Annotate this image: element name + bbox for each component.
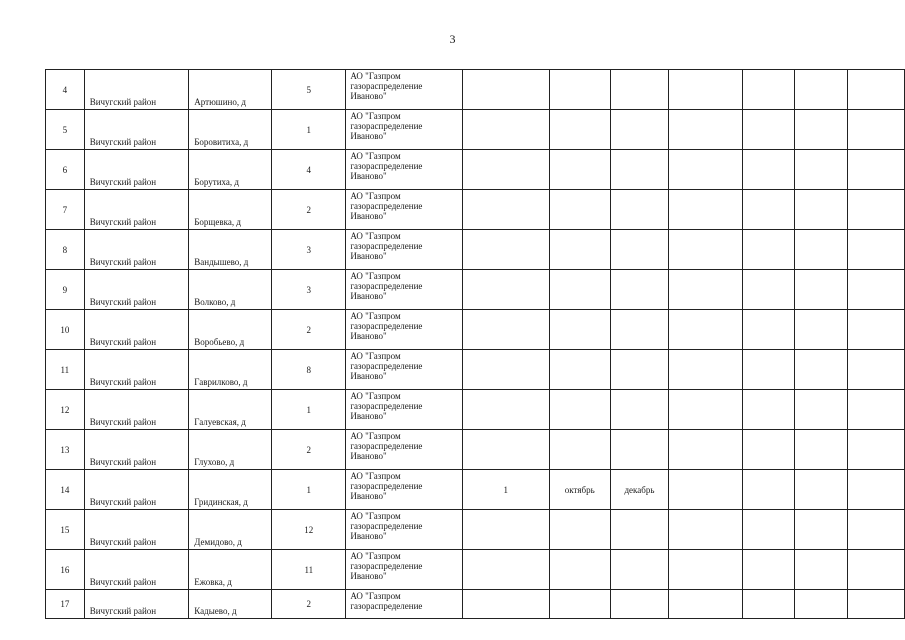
start-month-cell (549, 70, 610, 110)
start-month-cell (549, 590, 610, 619)
count-cell: 2 (272, 590, 346, 619)
count-cell: 11 (272, 550, 346, 590)
organization-cell (346, 470, 462, 510)
empty-cell (669, 110, 743, 150)
start-month-cell (549, 510, 610, 550)
district-cell: Вичугский район (84, 70, 189, 110)
page-number: 3 (449, 32, 456, 46)
empty-cell (743, 350, 795, 390)
village-cell: Кадыево, д (189, 590, 272, 619)
table-row (46, 390, 905, 430)
village-cell: Борщевка, д (189, 190, 272, 230)
organization-line: АО "Газпром (350, 551, 401, 561)
district-cell: Вичугский район (84, 110, 189, 150)
village-cell: Боровитиха, д (189, 110, 272, 150)
organization-line: газораспределение (350, 441, 423, 451)
end-month-cell (610, 590, 669, 619)
empty-cell (669, 590, 743, 619)
start-month-cell (549, 270, 610, 310)
end-month-cell (610, 270, 669, 310)
organization-line: Иваново" (350, 411, 387, 421)
empty-cell (848, 550, 905, 590)
organization-line: АО "Газпром (350, 231, 401, 241)
organization-cell (346, 510, 462, 550)
row-number: 11 (46, 350, 85, 390)
district-cell: Вичугский район (84, 150, 189, 190)
row-number: 9 (46, 270, 85, 310)
organization-line: газораспределение (350, 201, 423, 211)
empty-cell (743, 110, 795, 150)
value-cell (462, 430, 549, 470)
organization-line: АО "Газпром (350, 431, 401, 441)
start-month-cell (549, 110, 610, 150)
gasification-table (45, 69, 905, 619)
end-month-cell (610, 550, 669, 590)
empty-cell (743, 470, 795, 510)
table-row (46, 550, 905, 590)
organization-line: АО "Газпром (350, 311, 401, 321)
end-month-cell (610, 150, 669, 190)
organization-line: Иваново" (350, 451, 387, 461)
end-month-cell (610, 390, 669, 430)
organization-cell (346, 110, 462, 150)
empty-cell (669, 430, 743, 470)
organization-line: Иваново" (350, 131, 387, 141)
organization-cell (346, 310, 462, 350)
empty-cell (669, 150, 743, 190)
organization-line: Иваново" (350, 531, 387, 541)
table-row (46, 70, 905, 110)
table-row (46, 110, 905, 150)
start-month-cell (549, 190, 610, 230)
district-cell: Вичугский район (84, 470, 189, 510)
start-month-cell (549, 550, 610, 590)
district-cell: Вичугский район (84, 310, 189, 350)
start-month-cell (549, 310, 610, 350)
village-cell: Гаврилково, д (189, 350, 272, 390)
organization-line: АО "Газпром (350, 71, 401, 81)
organization-line: АО "Газпром (350, 271, 401, 281)
empty-cell (794, 350, 848, 390)
empty-cell (794, 70, 848, 110)
district-cell: Вичугский район (84, 590, 189, 619)
row-number: 16 (46, 550, 85, 590)
organization-cell (346, 550, 462, 590)
value-cell (462, 270, 549, 310)
empty-cell (794, 390, 848, 430)
table-row (46, 590, 905, 619)
organization-line: газораспределение (350, 281, 423, 291)
organization-line: Иваново" (350, 211, 387, 221)
organization-line: газораспределение (350, 321, 423, 331)
value-cell (462, 190, 549, 230)
empty-cell (794, 590, 848, 619)
start-month-cell (549, 430, 610, 470)
table-row (46, 310, 905, 350)
row-number: 15 (46, 510, 85, 550)
organization-line: газораспределение (350, 81, 423, 91)
organization-line: АО "Газпром (350, 591, 401, 601)
end-month-cell (610, 430, 669, 470)
empty-cell (669, 230, 743, 270)
count-cell: 2 (272, 310, 346, 350)
district-cell: Вичугский район (84, 550, 189, 590)
empty-cell (743, 190, 795, 230)
value-cell (462, 350, 549, 390)
organization-line: Иваново" (350, 371, 387, 381)
count-cell: 8 (272, 350, 346, 390)
count-cell: 5 (272, 70, 346, 110)
empty-cell (669, 350, 743, 390)
empty-cell (794, 430, 848, 470)
organization-line: АО "Газпром (350, 391, 401, 401)
table-body (46, 70, 905, 619)
end-month-cell (610, 190, 669, 230)
organization-line: АО "Газпром (350, 351, 401, 361)
row-number: 13 (46, 430, 85, 470)
value-cell (462, 230, 549, 270)
row-number: 17 (46, 590, 85, 619)
empty-cell (743, 510, 795, 550)
organization-line: АО "Газпром (350, 111, 401, 121)
empty-cell (794, 270, 848, 310)
organization-line: АО "Газпром (350, 191, 401, 201)
organization-cell (346, 150, 462, 190)
organization-cell (346, 270, 462, 310)
empty-cell (669, 310, 743, 350)
organization-cell (346, 350, 462, 390)
organization-line: газораспределение (350, 161, 423, 171)
village-cell: Вандышево, д (189, 230, 272, 270)
table-row (46, 230, 905, 270)
empty-cell (794, 310, 848, 350)
district-cell: Вичугский район (84, 430, 189, 470)
row-number: 4 (46, 70, 85, 110)
village-cell: Глухово, д (189, 430, 272, 470)
count-cell: 3 (272, 230, 346, 270)
organization-line: АО "Газпром (350, 471, 401, 481)
table-row (46, 430, 905, 470)
count-cell: 3 (272, 270, 346, 310)
village-cell: Ежовка, д (189, 550, 272, 590)
row-number: 14 (46, 470, 85, 510)
row-number: 7 (46, 190, 85, 230)
end-month-cell (610, 310, 669, 350)
organization-line: газораспределение (350, 561, 423, 571)
empty-cell (743, 550, 795, 590)
empty-cell (669, 190, 743, 230)
value-cell: 1 (462, 470, 549, 510)
row-number: 8 (46, 230, 85, 270)
organization-line: газораспределение (350, 521, 423, 531)
empty-cell (794, 510, 848, 550)
count-cell: 12 (272, 510, 346, 550)
organization-cell (346, 70, 462, 110)
organization-line: АО "Газпром (350, 511, 401, 521)
village-cell: Гридинская, д (189, 470, 272, 510)
empty-cell (669, 550, 743, 590)
village-cell: Галуевская, д (189, 390, 272, 430)
empty-cell (848, 470, 905, 510)
organization-cell (346, 230, 462, 270)
district-cell: Вичугский район (84, 230, 189, 270)
table-row (46, 350, 905, 390)
end-month-cell (610, 510, 669, 550)
start-month-cell (549, 150, 610, 190)
organization-line: газораспределение (350, 481, 423, 491)
empty-cell (848, 350, 905, 390)
count-cell: 2 (272, 430, 346, 470)
empty-cell (794, 230, 848, 270)
organization-line: Иваново" (350, 331, 387, 341)
start-month-cell: октябрь (549, 470, 610, 510)
empty-cell (743, 390, 795, 430)
count-cell: 4 (272, 150, 346, 190)
end-month-cell (610, 230, 669, 270)
empty-cell (669, 390, 743, 430)
village-cell: Артюшино, д (189, 70, 272, 110)
organization-line: Иваново" (350, 171, 387, 181)
district-cell: Вичугский район (84, 270, 189, 310)
empty-cell (848, 230, 905, 270)
organization-cell (346, 190, 462, 230)
start-month-cell (549, 230, 610, 270)
empty-cell (794, 190, 848, 230)
empty-cell (794, 150, 848, 190)
empty-cell (669, 470, 743, 510)
end-month-cell (610, 110, 669, 150)
empty-cell (848, 590, 905, 619)
empty-cell (848, 390, 905, 430)
empty-cell (848, 70, 905, 110)
empty-cell (794, 550, 848, 590)
empty-cell (743, 150, 795, 190)
village-cell: Волково, д (189, 270, 272, 310)
row-number: 12 (46, 390, 85, 430)
village-cell: Воробьево, д (189, 310, 272, 350)
empty-cell (669, 510, 743, 550)
count-cell: 1 (272, 110, 346, 150)
count-cell: 1 (272, 470, 346, 510)
empty-cell (794, 470, 848, 510)
empty-cell (669, 70, 743, 110)
organization-line: Иваново" (350, 571, 387, 581)
table-row (46, 470, 905, 510)
value-cell (462, 110, 549, 150)
village-cell: Демидово, д (189, 510, 272, 550)
organization-cell (346, 590, 462, 619)
end-month-cell: декабрь (610, 470, 669, 510)
empty-cell (848, 110, 905, 150)
value-cell (462, 590, 549, 619)
organization-line: газораспределение (350, 241, 423, 251)
district-cell: Вичугский район (84, 510, 189, 550)
value-cell (462, 70, 549, 110)
organization-line: газораспределение (350, 121, 423, 131)
table-row (46, 190, 905, 230)
count-cell: 2 (272, 190, 346, 230)
district-cell: Вичугский район (84, 390, 189, 430)
value-cell (462, 550, 549, 590)
empty-cell (848, 310, 905, 350)
table-row (46, 150, 905, 190)
end-month-cell (610, 70, 669, 110)
value-cell (462, 510, 549, 550)
village-cell: Борутиха, д (189, 150, 272, 190)
empty-cell (848, 430, 905, 470)
organization-line: АО "Газпром (350, 151, 401, 161)
organization-line: Иваново" (350, 291, 387, 301)
organization-line: Иваново" (350, 491, 387, 501)
table-row (46, 510, 905, 550)
empty-cell (743, 310, 795, 350)
row-number: 10 (46, 310, 85, 350)
row-number: 6 (46, 150, 85, 190)
district-cell: Вичугский район (84, 190, 189, 230)
value-cell (462, 390, 549, 430)
organization-line: Иваново" (350, 251, 387, 261)
start-month-cell (549, 390, 610, 430)
empty-cell (848, 150, 905, 190)
start-month-cell (549, 350, 610, 390)
empty-cell (794, 110, 848, 150)
end-month-cell (610, 350, 669, 390)
empty-cell (743, 230, 795, 270)
organization-line: Иваново" (350, 91, 387, 101)
value-cell (462, 150, 549, 190)
organization-line: газораспределение (350, 601, 423, 611)
district-cell: Вичугский район (84, 350, 189, 390)
organization-line: газораспределение (350, 401, 423, 411)
count-cell: 1 (272, 390, 346, 430)
empty-cell (669, 270, 743, 310)
empty-cell (743, 590, 795, 619)
table-row (46, 270, 905, 310)
empty-cell (743, 430, 795, 470)
empty-cell (743, 270, 795, 310)
organization-cell (346, 430, 462, 470)
empty-cell (848, 270, 905, 310)
empty-cell (743, 70, 795, 110)
organization-cell (346, 390, 462, 430)
organization-line: газораспределение (350, 361, 423, 371)
empty-cell (848, 510, 905, 550)
value-cell (462, 310, 549, 350)
empty-cell (848, 190, 905, 230)
row-number: 5 (46, 110, 85, 150)
